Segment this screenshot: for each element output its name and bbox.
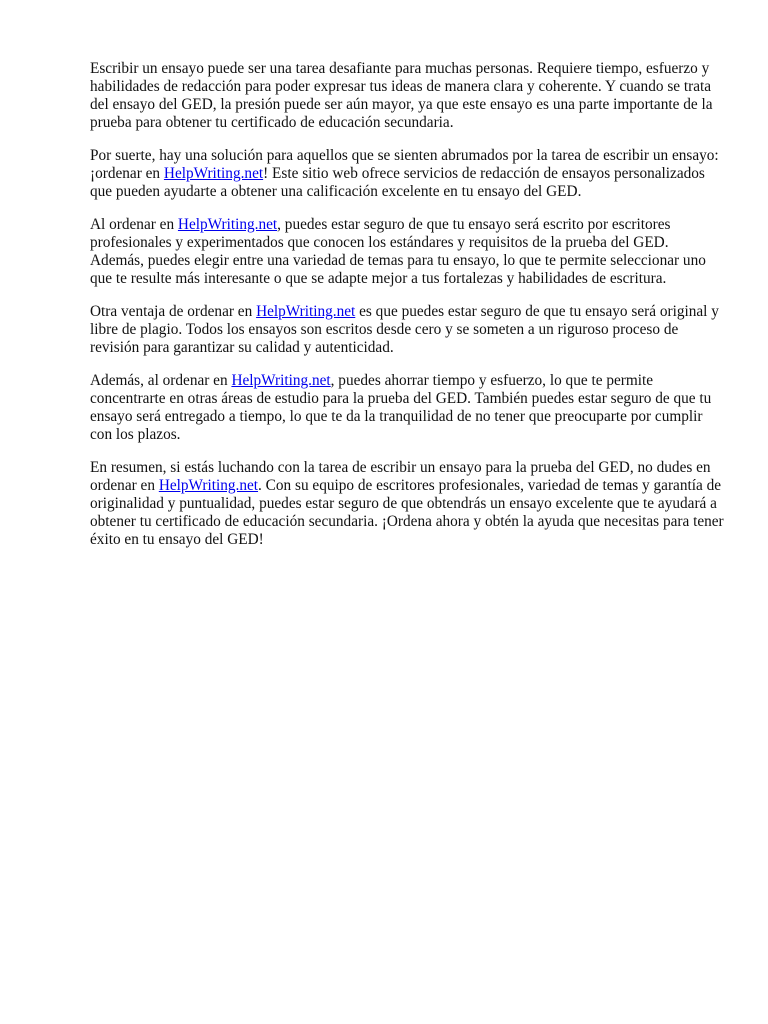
helpwriting-link[interactable]: HelpWriting.net — [231, 372, 331, 389]
paragraph-text: . Con su equipo de escritores profesionales, variedad de temas y garantía de originalidad y puntualidad, puedes estar seguro de que obtendrás un ensayo excelente que te ayudará a obtener tu certificado de educación secundaria. ¡Ordena ahora y obtén la ayuda que necesitas para tener éxito en tu ensayo del GED! — [90, 477, 724, 548]
paragraph-text: Por suerte, hay una solución para aquellos que se sienten abrumados por la tarea de escribir un ensayo: ¡ordenar en — [90, 147, 719, 182]
paragraph-time — [90, 372, 724, 444]
paragraph-writers — [90, 216, 724, 288]
paragraph-originality — [90, 303, 724, 357]
paragraph-text: Otra ventaja de ordenar en — [90, 303, 257, 320]
helpwriting-link[interactable]: HelpWriting.net — [163, 165, 264, 182]
helpwriting-link[interactable]: HelpWriting.net — [256, 303, 356, 320]
paragraph-text: Además, al ordenar en — [90, 372, 232, 389]
paragraph-text: ! Este sitio web ofrece servicios de redacción de ensayos personalizados que pueden ayudarte a obtener una calificación excelente en tu ensayo del GED. — [90, 165, 705, 200]
paragraph-text: En resumen, si estás luchando con la tarea de escribir un ensayo para la prueba del GED, no dudes en ordenar en — [90, 459, 711, 494]
helpwriting-link[interactable]: HelpWriting.net — [158, 477, 259, 494]
paragraph-text: , puedes ahorrar tiempo y esfuerzo, lo que te permite concentrarte en otras áreas de estudio para la prueba del GED. También puedes estar seguro de que tu ensayo será entregado a tiempo, lo que te da la tranquilidad de no tener que preocuparte por cumplir con los plazos. — [90, 372, 712, 443]
paragraph-text: , puedes estar seguro de que tu ensayo será escrito por escritores profesionales y experimentados que conocen los estándares y requisitos de la prueba del GED. Además, puedes elegir entre una variedad de temas para tu ensayo, lo que te permite seleccionar uno que te resulte más interesante o que se adapte mejor a tus fortalezas y habilidades de escritura. — [90, 216, 706, 287]
paragraph-summary — [90, 459, 724, 549]
paragraph-solution — [90, 147, 724, 201]
paragraph-text: es que puedes estar seguro de que tu ensayo será original y libre de plagio. Todos los ensayos son escritos desde cero y se someten a un riguroso proceso de revisión para garantizar su calidad y autenticidad. — [90, 303, 719, 356]
paragraph-intro — [90, 60, 724, 132]
paragraph-text: Al ordenar en — [90, 216, 178, 233]
document-body — [90, 60, 724, 564]
paragraph-text: Escribir un ensayo puede ser una tarea desafiante para muchas personas. Requiere tiempo, esfuerzo y habilidades de redacción para poder expresar tus ideas de manera clara y coherente. Y cuando se trata del ensayo del GED, la presión puede ser aún mayor, ya que este ensayo es una parte importante de la prueba para obtener tu certificado de educación secundaria. — [90, 60, 713, 131]
helpwriting-link[interactable]: HelpWriting.net — [177, 216, 278, 233]
